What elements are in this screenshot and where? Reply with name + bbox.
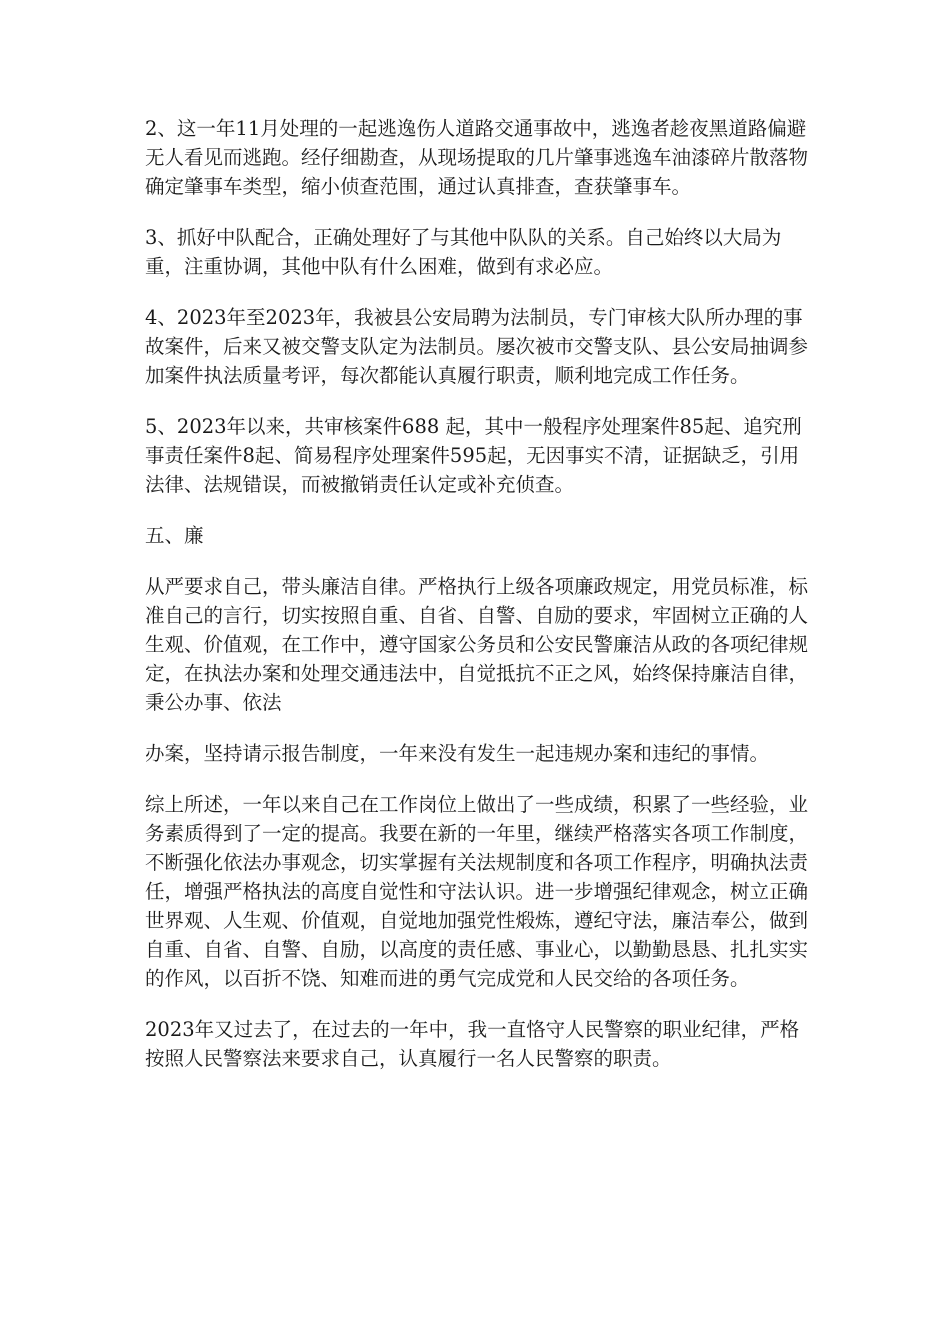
paragraph-integrity: 从严要求自己，带头廉洁自律。严格执行上级各项廉政规定，用党员标准，标准自己的言行，切实按照自重、自省、自警、自励的要求，牢固树立正确的人生观、价值观，在工作中，遵守国家公务员和公安民警廉洁从政的各项纪律规定，在执法办案和处理交通违法中，自觉抵抗不正之风，始终保持廉洁自律，秉公办事、依法 bbox=[145, 575, 809, 714]
paragraph-closing: 2023年又过去了，在过去的一年中，我一直恪守人民警察的职业纪律，严格按照人民警察法来要求自己，认真履行一名人民警察的职责。 bbox=[145, 1018, 800, 1070]
paragraph-integrity-continued: 办案，坚持请示报告制度，一年来没有发生一起违规办案和违纪的事情。 bbox=[145, 742, 770, 765]
section-heading-lian: 五、廉 bbox=[145, 524, 204, 547]
paragraph-item-2: 2、这一年11月处理的一起逃逸伤人道路交通事故中，逃逸者趁夜黑道路偏避无人看见而逃跑。经仔细勘查，从现场提取的几片肇事逃逸车油漆碎片散落物确定肇事车类型，缩小侦查范围，通过认真排查，查获肇事车。 bbox=[145, 117, 809, 198]
paragraph-item-4: 4、2023年至2023年，我被县公安局聘为法制员，专门审核大队所办理的事故案件，后来又被交警支队定为法制员。屡次被市交警支队、县公安局抽调参加案件执法质量考评，每次都能认真履行职责，顺利地完成工作任务。 bbox=[145, 306, 809, 387]
paragraph-summary: 综上所述，一年以来自己在工作岗位上做出了一些成绩，积累了一些经验，业务素质得到了一定的提高。我要在新的一年里，继续严格落实各项工作制度，不断强化依法办事观念，切实掌握有关法规制度和各项工作程序，明确执法责任，增强严格执法的高度自觉性和守法认识。进一步增强纪律观念，树立正确世界观、人生观、价值观，自觉地加强党性煅炼，遵纪守法，廉洁奉公，做到自重、自省、自警、自励，以高度的责任感、事业心，以勤勤恳恳、扎扎实实的作风，以百折不饶、知难而进的勇气完成党和人民交给的各项任务。 bbox=[145, 793, 809, 990]
document-body bbox=[145, 114, 815, 1095]
paragraph-item-3: 3、抓好中队配合，正确处理好了与其他中队队的关系。自己始终以大局为重，注重协调，其他中队有什么困难，做到有求必应。 bbox=[145, 226, 782, 278]
paragraph-item-5: 5、2023年以来，共审核案件688 起，其中一般程序处理案件85起、追究刑事责任案件8起、简易程序处理案件595起，无因事实不清，证据缺乏，引用法律、法规错误，而被撤销责任认定或补充侦查。 bbox=[145, 415, 802, 496]
